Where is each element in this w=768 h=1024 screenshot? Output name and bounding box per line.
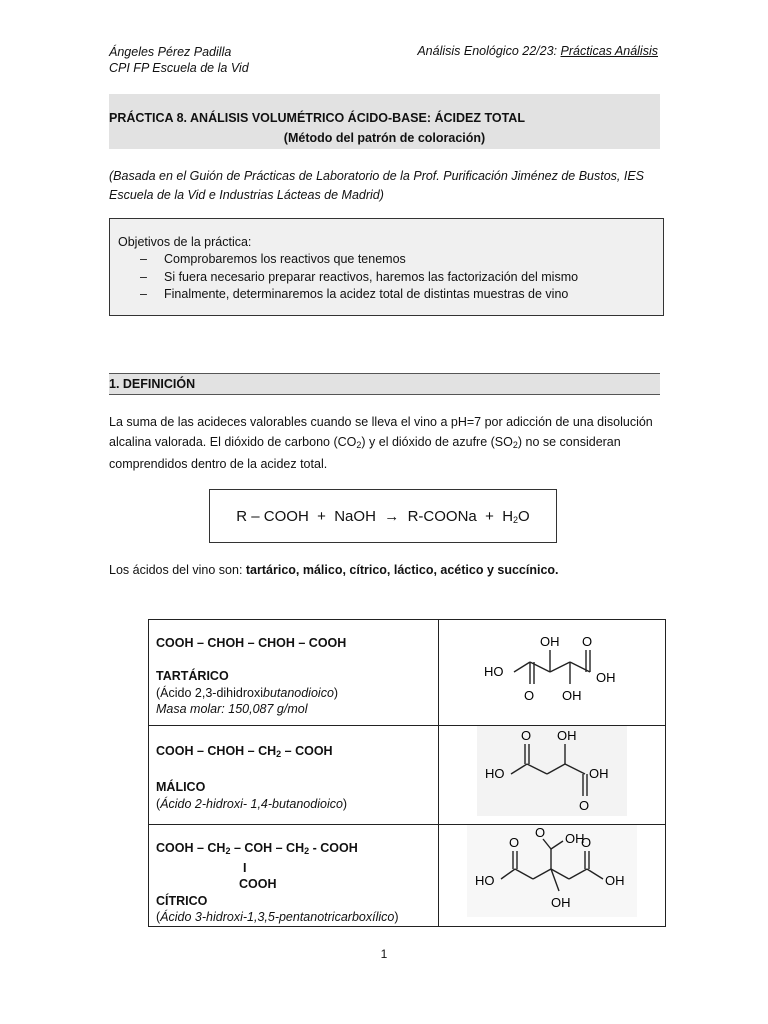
objectives-box xyxy=(109,218,664,316)
svg-text:HO: HO xyxy=(484,664,504,679)
tartaric-structure-cell xyxy=(439,620,666,726)
tartaric-iupac: (Ácido 2,3-dihidroxibutanodioico) xyxy=(156,685,339,700)
svg-text:O: O xyxy=(579,798,590,813)
header-left xyxy=(109,44,249,76)
author-name: Ángeles Pérez Padilla xyxy=(109,45,232,59)
objectives-list xyxy=(140,251,578,304)
malic-name: MÁLICO xyxy=(156,780,206,794)
definition-paragraph: La suma de las acideces valorables cuando se lleva el vino a pH=7 por adicción de una disolución alcalina valorada. El dióxido de carbono $(CO_2)$ y el dióxido de azufre $(SO_2)$ no se consideran comprendidos dentro de la acidez total. xyxy=(109,415,653,471)
svg-text:HO: HO xyxy=(475,873,495,888)
table-row xyxy=(149,825,666,927)
practice-subtitle: (Método del patrón de coloración) xyxy=(283,131,486,145)
citric-name: CÍTRICO xyxy=(156,893,208,908)
citric-structure-image xyxy=(467,825,637,917)
malic-text-cell xyxy=(149,726,439,825)
course-label: Análisis Enológico 22/23: xyxy=(417,44,558,58)
course-link[interactable]: Prácticas Análisis xyxy=(560,44,658,58)
svg-text:OH: OH xyxy=(540,634,560,649)
tartaric-name: TARTÁRICO xyxy=(156,669,229,683)
citric-branch: COOH xyxy=(239,877,277,891)
arrow-icon: → xyxy=(384,508,400,525)
svg-text:OH: OH xyxy=(557,728,577,743)
svg-text:O: O xyxy=(524,688,535,703)
acids-sentence: Los ácidos del vino son: tartárico, málico, cítrico, láctico, acético y succínico. xyxy=(109,563,559,577)
citric-formula: COOH – $CH_2$ – COH – $CH_2$ - COOH xyxy=(156,841,358,856)
citric-text-cell xyxy=(149,825,439,927)
page-number: 1 xyxy=(380,947,388,961)
reaction-equation: R – COOH + NaOH → R-COONa + $H_2O$ xyxy=(236,508,530,525)
acids-table xyxy=(148,619,666,927)
svg-text:O: O xyxy=(509,835,520,850)
citric-branch-bar: I xyxy=(243,860,247,875)
svg-text:O: O xyxy=(581,835,592,850)
objectives-heading: Objetivos de la práctica: xyxy=(118,235,252,249)
header-right xyxy=(417,44,658,58)
svg-text:OH: OH xyxy=(596,670,616,685)
section-title: 1. DEFINICIÓN xyxy=(109,377,196,391)
svg-text:OH: OH xyxy=(589,766,609,781)
school-name: CPI FP Escuela de la Vid xyxy=(109,61,249,75)
svg-text:OH: OH xyxy=(565,831,585,846)
reaction-box xyxy=(209,489,557,543)
section-heading xyxy=(109,373,660,395)
table-row xyxy=(149,726,666,825)
citric-structure-cell xyxy=(439,825,666,927)
table-row xyxy=(149,620,666,726)
practice-title-box xyxy=(109,94,660,149)
tartaric-text-cell xyxy=(149,620,439,726)
malic-iupac: (Ácido 2-hidroxi- 1,4-butanodioico) xyxy=(156,796,348,811)
svg-text:OH: OH xyxy=(551,895,571,910)
malic-structure-cell xyxy=(439,726,666,825)
list-item: – Si fuera necesario preparar reactivos, haremos las factorización del mismo xyxy=(140,269,579,284)
svg-text:O: O xyxy=(582,634,593,649)
tartaric-formula: COOH – CHOH – CHOH – COOH xyxy=(156,636,347,650)
svg-text:HO: HO xyxy=(485,766,505,781)
source-note: (Basada en el Guión de Prácticas de Laboratorio de la Prof. Purificación Jiménez de Bustos, IES Escuela de la Vid e Industrias Lácteas de Madrid) xyxy=(109,169,645,202)
malic-structure-image xyxy=(477,726,627,816)
svg-text:O: O xyxy=(535,825,546,840)
list-item: – Comprobaremos los reactivos que tenemos xyxy=(140,252,406,266)
svg-text:OH: OH xyxy=(605,873,625,888)
practice-title: PRÁCTICA 8. ANÁLISIS VOLUMÉTRICO ÁCIDO-BASE: ÁCIDEZ TOTAL xyxy=(109,111,525,125)
tartaric-molar-mass: Masa molar: 150,087 g/mol xyxy=(156,702,308,716)
svg-text:O: O xyxy=(521,728,532,743)
tartaric-structure-image xyxy=(472,620,632,720)
malic-formula: COOH – CHOH – $CH_2$ – COOH xyxy=(156,744,333,759)
citric-iupac: (Ácido 3-hidroxi-1,3,5-pentanotricarboxílico) xyxy=(156,910,399,924)
list-item: – Finalmente, determinaremos la acidez total de distintas muestras de vino xyxy=(140,287,569,301)
svg-text:OH: OH xyxy=(562,688,582,703)
